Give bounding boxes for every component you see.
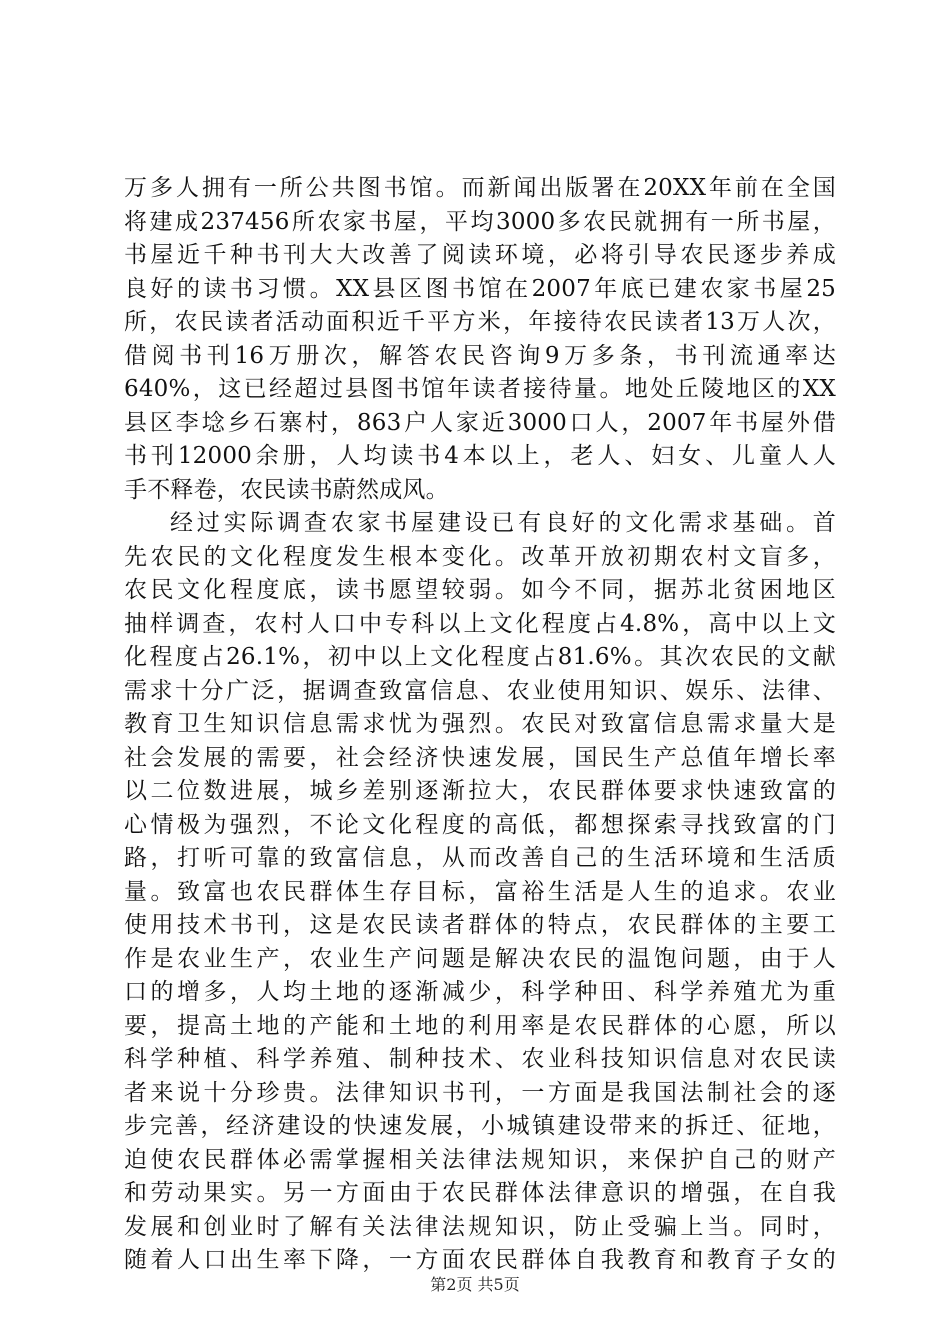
text-line: 将建成237456所农家书屋，平均3000多农民就拥有一所书屋， [124, 208, 836, 235]
text-line: 农民文化程度底，读书愿望较弱。如今不同，据苏北贫困地区 [124, 577, 836, 603]
text-line: 需求十分广泛，据调查致富信息、农业使用知识、娱乐、法律、 [124, 677, 836, 704]
text-line: 迫使农民群体必需掌握相关法律法规知识，来保护自己的财产 [124, 1146, 836, 1173]
page-footer: 第2页 共5页 [430, 1275, 520, 1294]
text-line: 万多人拥有一所公共图书馆。而新闻出版署在20XX年前在全国 [124, 175, 836, 201]
text-line: 路，打听可靠的致富信息，从而改善自己的生活环境和生活质 [124, 845, 836, 871]
text-line: 心情极为强烈，不论文化程度的高低，都想探索寻找致富的门 [124, 811, 836, 838]
text-line: 抽样调查，农村人口中专科以上文化程度占4.8%，高中以上文 [124, 610, 836, 637]
text-line: 先农民的文化程度发生根本变化。改革开放初期农村文盲多， [124, 543, 836, 570]
body-text [124, 172, 836, 1278]
text-line: 作是农业生产，农业生产问题是解决农民的温饱问题，由于人 [124, 945, 836, 972]
text-line: 书刊12000余册，人均读书4本以上，老人、妇女、儿童人人 [124, 443, 836, 469]
text-line: 化程度占26.1%，初中以上文化程度占81.6%。其次农民的文献 [124, 644, 836, 670]
text-line: 县区李埝乡石寨村，863户人家近3000口人，2007年书屋外借 [124, 409, 836, 436]
text-line: 社会发展的需要，社会经济快速发展，国民生产总值年增长率 [124, 744, 836, 771]
text-line: 所，农民读者活动面积近千平方米，年接待农民读者13万人次， [124, 309, 836, 335]
text-line: 发展和创业时了解有关法律法规知识，防止受骗上当。同时， [124, 1213, 836, 1240]
text-line: 口的增多，人均土地的逐渐减少，科学种田、科学养殖尤为重 [124, 979, 836, 1005]
text-line: 书屋近千种书刊大大改善了阅读环境，必将引导农民逐步养成 [124, 242, 836, 268]
text-line: 科学种植、科学养殖、制种技术、农业科技知识信息对农民读 [124, 1046, 836, 1072]
paragraph-2 [124, 507, 836, 1278]
text-line: 量。致富也农民群体生存目标，富裕生活是人生的追求。农业 [124, 878, 836, 905]
text-line: 者来说十分珍贵。法律知识书刊，一方面是我国法制社会的逐 [124, 1079, 836, 1106]
text-line: 640%，这已经超过县图书馆年读者接待量。地处丘陵地区的XX [124, 376, 836, 402]
text-line: 良好的读书习惯。XX县区图书馆在2007年底已建农家书屋25 [124, 275, 836, 302]
text-line-last: 手不释卷，农民读书蔚然成风。 [124, 476, 449, 503]
text-line-first: 经过实际调查农家书屋建设已有良好的文化需求基础。首 [170, 510, 836, 536]
text-line: 以二位数进展，城乡差别逐渐拉大，农民群体要求快速致富的 [124, 778, 836, 804]
paragraph-1 [124, 172, 836, 507]
text-line: 教育卫生知识信息需求忧为强烈。农民对致富信息需求量大是 [124, 711, 836, 737]
text-line: 步完善，经济建设的快速发展，小城镇建设带来的拆迁、征地， [124, 1113, 836, 1139]
text-line: 使用技术书刊，这是农民读者群体的特点，农民群体的主要工 [124, 912, 836, 938]
text-line: 和劳动果实。另一方面由于农民群体法律意识的增强，在自我 [124, 1180, 836, 1206]
text-line: 随着人口出生率下降，一方面农民群体自我教育和教育子女的 [124, 1247, 836, 1273]
text-line: 借阅书刊16万册次，解答农民咨询9万多条，书刊流通率达 [124, 342, 836, 369]
text-line: 要，提高土地的产能和土地的利用率是农民群体的心愿，所以 [124, 1012, 836, 1039]
